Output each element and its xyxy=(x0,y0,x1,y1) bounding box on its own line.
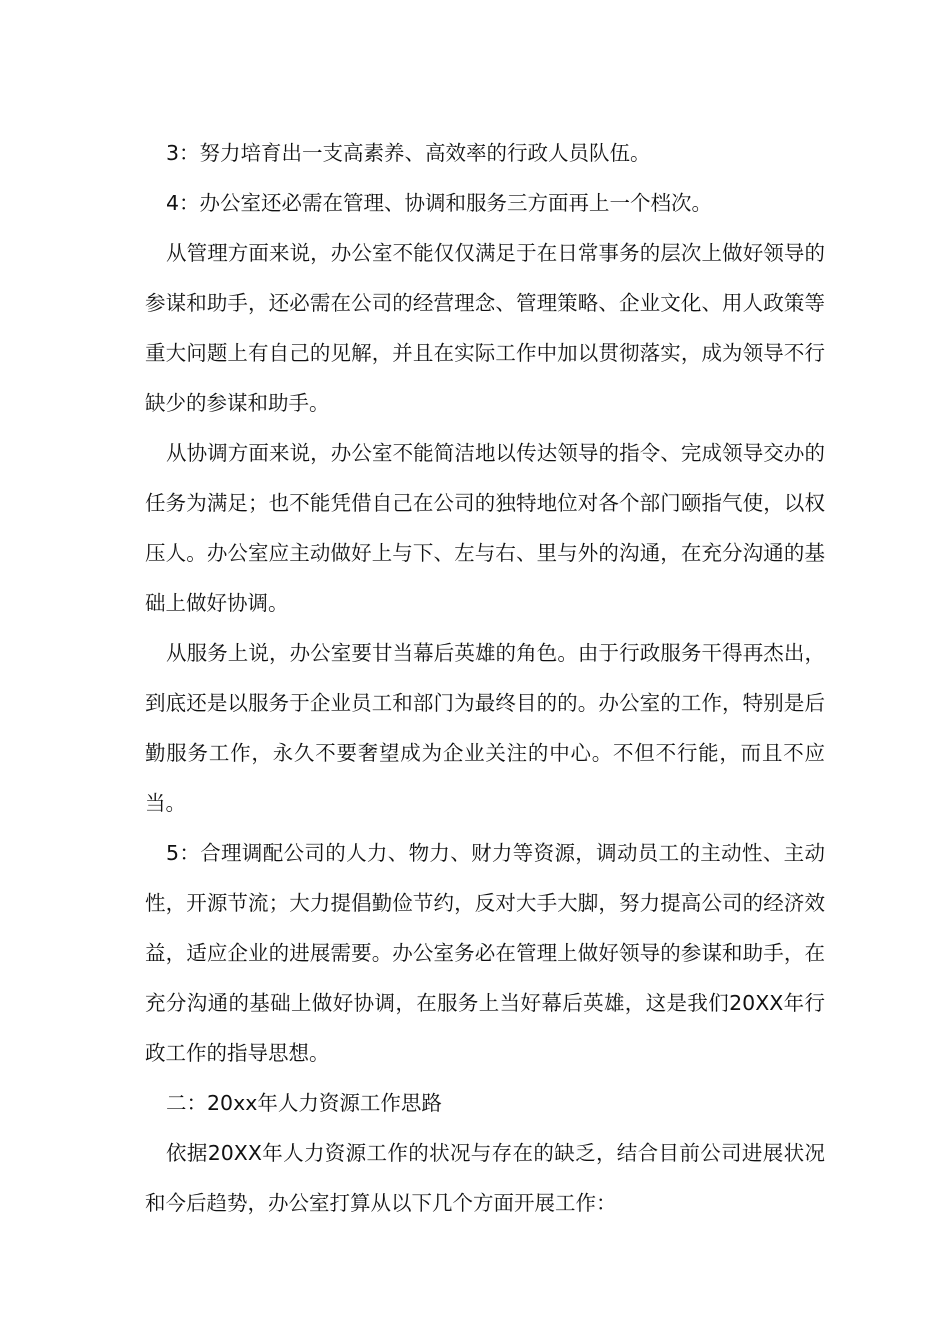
paragraph-hr-plan: 依据20XX年人力资源工作的状况与存在的缺乏，结合目前公司进展状况和今后趋势，办公室打算从以下几个方面开展工作： xyxy=(145,1141,825,1215)
document-body xyxy=(145,128,825,1228)
paragraph-coordination: 从协调方面来说，办公室不能简洁地以传达领导的指令、完成领导交办的任务为满足；也不能凭借自己在公司的独特地位对各个部门颐指气使，以权压人。办公室应主动做好上与下、左与右、里与外的沟通，在充分沟通的基础上做好协调。 xyxy=(145,441,825,615)
paragraph-service: 从服务上说，办公室要甘当幕后英雄的角色。由于行政服务干得再杰出，到底还是以服务于企业员工和部门为最终目的的。办公室的工作，特别是后勤服务工作，永久不要奢望成为企业关注的中心。不但不行能，而且不应当。 xyxy=(145,641,825,815)
paragraph-management: 从管理方面来说，办公室不能仅仅满足于在日常事务的层次上做好领导的参谋和助手，还必需在公司的经营理念、管理策略、企业文化、用人政策等重大问题上有自己的见解，并且在实际工作中加以贯彻落实，成为领导不行缺少的参谋和助手。 xyxy=(145,241,825,415)
paragraph-item-5: 5：合理调配公司的人力、物力、财力等资源，调动员工的主动性、主动性，开源节流；大力提倡勤俭节约，反对大手大脚，努力提高公司的经济效益，适应企业的进展需要。办公室务必在管理上做好领导的参谋和助手，在充分沟通的基础上做好协调，在服务上当好幕后英雄，这是我们20XX年行政工作的指导思想。 xyxy=(145,841,825,1065)
paragraph-item-3: 3：努力培育出一支高素养、高效率的行政人员队伍。 xyxy=(166,141,651,165)
paragraph-item-4: 4：办公室还必需在管理、协调和服务三方面再上一个档次。 xyxy=(166,191,713,215)
section-heading-hr: 二：20xx年人力资源工作思路 xyxy=(166,1091,442,1115)
